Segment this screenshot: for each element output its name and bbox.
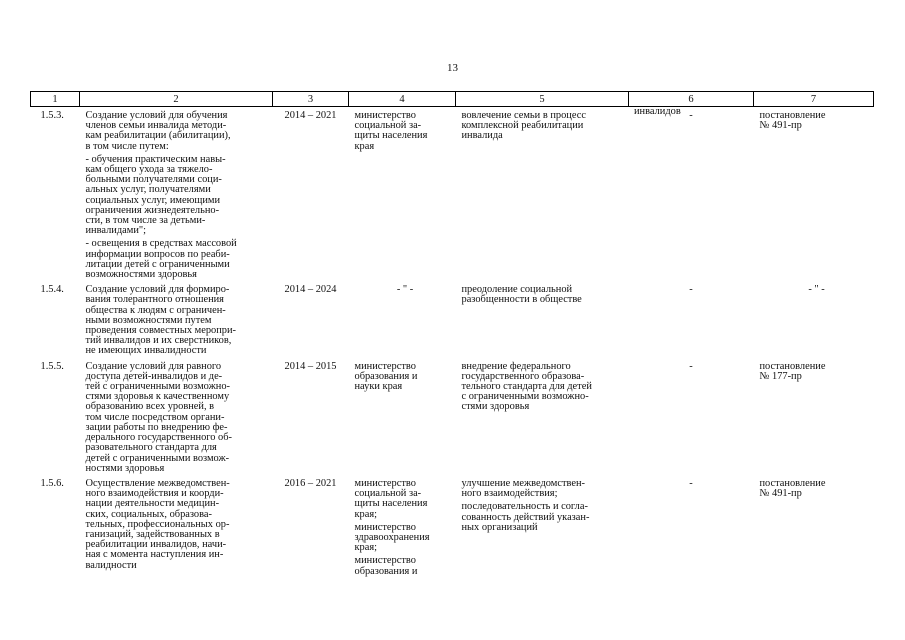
row-number: 1.5.6.: [40, 477, 64, 489]
executor-line: здравоохранения: [354, 531, 430, 543]
expected-result: [456, 475, 629, 578]
expected-result: [456, 358, 629, 475]
measure-subitem-line: кам общего ухода за тяжело-: [85, 164, 213, 176]
executor-line: науки края: [354, 381, 403, 393]
legal-basis-line: постановление: [759, 110, 826, 121]
measure-subitem: [86, 155, 273, 237]
period: 2014 – 2015: [284, 360, 337, 372]
measure-name-line: тий инвалидов и их сверстников,: [85, 335, 232, 347]
measure-subitem-line: социальных услуг, имеющими: [85, 194, 221, 206]
measure-subitem-line: - освещения в средствах массовой: [85, 238, 237, 250]
measure-name-line: детей с ограниченными возмож-: [85, 452, 230, 464]
measure-name-line: вания толерантного отношения: [85, 294, 224, 306]
table-row: [31, 107, 874, 282]
legal-basis-line: № 177-пр: [759, 370, 802, 382]
executor-line: края;: [354, 542, 378, 554]
table-body: [31, 107, 874, 578]
measure-name-line: ских, социальных, образова-: [85, 508, 212, 520]
result-line: комплексной реабилитации: [461, 120, 584, 132]
result-line: с ограниченными возможно-: [461, 391, 589, 403]
legal-basis-line: № 491-пр: [759, 488, 802, 500]
result-line: инвалида: [461, 130, 503, 142]
measure-subitem-line: альных услуг, получателями: [85, 184, 211, 196]
result-line: стями здоровья: [461, 401, 530, 413]
row-number: 1.5.4.: [40, 284, 64, 296]
measure-name-line: валидности: [85, 559, 137, 571]
measure-subitem-line: ограничения жизнедеятельно-: [85, 204, 220, 216]
measure-name-line: ностями здоровья: [85, 462, 165, 474]
period: 2014 – 2021: [284, 110, 337, 121]
executor-entry: [355, 556, 456, 576]
measure-name: [80, 358, 273, 475]
result-entry: [462, 111, 629, 142]
result-line: преодоление социальной: [461, 284, 573, 296]
legal-basis-line: № 491-пр: [759, 120, 802, 132]
measure-name-line: том числе посредством органи-: [85, 411, 225, 423]
column-6-value: -: [689, 284, 693, 296]
executor: [349, 358, 456, 475]
legal-basis: [754, 107, 874, 282]
executor-line: щиты населения: [354, 130, 428, 142]
table-row: [31, 358, 874, 475]
measure-name-line: реабилитации инвалидов, начи-: [85, 539, 227, 551]
measure-subitem-line: возможностями здоровья: [85, 269, 197, 281]
executor-line: образования и: [354, 370, 418, 382]
table-row: [31, 281, 874, 357]
executor-line: министерство: [354, 110, 416, 121]
measure-name-line: нации деятельности медицин-: [85, 498, 220, 510]
column-header: 1: [31, 92, 80, 107]
column-header: 7: [754, 92, 874, 107]
measures-table: [30, 91, 874, 578]
column-header: 2: [80, 92, 273, 107]
column-6-value: -: [689, 360, 693, 372]
result-line: ного взаимодействия;: [461, 488, 558, 500]
result-line: внедрение федерального: [461, 360, 571, 372]
measure-name-line: ная с момента наступления ин-: [85, 549, 224, 561]
measure-name: [80, 107, 273, 282]
executor-line: социальной за-: [354, 488, 422, 500]
expected-result: [456, 281, 629, 357]
period: 2016 – 2021: [284, 477, 337, 489]
result-line: вовлечение семьи в процесс: [461, 110, 586, 121]
result-entry: [462, 479, 629, 499]
measure-name-line: Создание условий для обучения: [85, 110, 228, 121]
executor-line: социальной за-: [354, 120, 422, 132]
row-number: 1.5.5.: [40, 360, 64, 372]
page-number: 13: [447, 62, 458, 74]
carry-over-text: инвалидов: [634, 106, 681, 117]
table-header-row: [31, 92, 874, 107]
measure-subitem-line: литации детей с ограниченными: [85, 258, 230, 270]
legal-basis: [754, 475, 874, 578]
expected-result: [456, 107, 629, 282]
legal-basis: [754, 281, 874, 357]
executor: [349, 281, 456, 357]
measure-name-line: стями здоровья к качественному: [85, 391, 230, 403]
result-entry: [462, 362, 629, 413]
result-entry: [462, 502, 629, 533]
measure-name: [80, 475, 273, 578]
ditto-mark: - " -: [396, 284, 414, 296]
measure-name-line: ганизаций, задействованных в: [85, 528, 220, 540]
measure-name-line: тельных, профессиональных ор-: [85, 518, 230, 530]
measure-subitem-line: информации вопросов по реаби-: [85, 248, 230, 260]
measure-subitem-rest: [85, 164, 273, 237]
measure-subitem-line: инвалидами";: [85, 225, 147, 237]
executor-line: министерство: [354, 555, 416, 567]
executor-entry: [355, 479, 456, 520]
legal-basis-line: постановление: [759, 360, 826, 372]
legal-basis-line: постановление: [759, 477, 826, 489]
measure-name-line: доступа детей-инвалидов и де-: [85, 370, 223, 382]
result-line: разобщенности в обществе: [461, 294, 582, 306]
row-number: 1.5.3.: [40, 110, 64, 121]
measure-subitem-line: - обучения практическим навы-: [85, 153, 226, 165]
result-line: ных организаций: [461, 521, 538, 533]
executor-entry: [355, 523, 456, 554]
executor-line: министерство: [354, 360, 416, 372]
executor: [349, 107, 456, 282]
measure-name-line: проведения совместных меропри-: [85, 325, 236, 337]
measure-subitem-line: сти, в том числе за детьми-: [85, 215, 206, 227]
measure-name-line: разовательного стандарта для: [85, 442, 217, 454]
column-header: 6: [629, 92, 754, 107]
executor-line: образования и: [354, 565, 418, 577]
measure-name-line: кам реабилитации (абилитации),: [85, 130, 231, 142]
measure-name-line: в том числе путем:: [85, 140, 169, 152]
measure-name-line: тей с ограниченными возможно-: [85, 381, 230, 393]
result-line: последовательность и согла-: [461, 501, 588, 513]
column-header: 3: [273, 92, 349, 107]
measure-name-line: дерального государственного об-: [85, 432, 233, 444]
measure-name-line: ного взаимодействия и коорди-: [85, 488, 224, 500]
ditto-mark: - " -: [808, 284, 825, 296]
column-6-value: -: [689, 477, 693, 489]
table-row: [31, 475, 874, 578]
column-header: 5: [456, 92, 629, 107]
result-entry: [462, 285, 629, 305]
result-line: тельного стандарта для детей: [461, 381, 592, 393]
measure-name-line: членов семьи инвалида методи-: [85, 120, 227, 132]
result-line: улучшение межведомствен-: [461, 477, 585, 489]
executor-line: щиты населения: [354, 498, 428, 510]
column-6-value: -: [689, 110, 693, 121]
executor-line: министерство: [354, 477, 416, 489]
measure-name-line: зации работы по внедрению фе-: [85, 421, 228, 433]
measure-name-line: общества к людям с ограничен-: [85, 304, 226, 316]
executor: [349, 475, 456, 578]
executor-entry: [355, 111, 456, 152]
period: 2014 – 2024: [284, 284, 337, 296]
executor-line: края;: [354, 508, 378, 520]
measure-name-line: образованию всех уровней, в: [85, 401, 215, 413]
result-line: сованность действий указан-: [461, 511, 590, 523]
measure-subitem: [86, 239, 273, 280]
measure-name-line: Создание условий для равного: [85, 360, 222, 372]
measure-name-line: не имеющих инвалидности: [85, 345, 207, 357]
executor-line: края: [354, 140, 375, 152]
measure-name: [80, 281, 273, 357]
measure-name-line: Осуществление межведомствен-: [85, 477, 230, 489]
result-line: государственного образова-: [461, 370, 585, 382]
measure-subitem-line: больными получателями соци-: [85, 174, 222, 186]
column-header: 4: [349, 92, 456, 107]
measure-subitem-rest: [85, 248, 273, 281]
executor-line: министерство: [354, 521, 416, 533]
executor-entry: [355, 362, 456, 393]
measure-name-line: Создание условий для формиро-: [85, 284, 230, 296]
legal-basis: [754, 358, 874, 475]
measure-name-line: ными возможностями путем: [85, 314, 212, 326]
